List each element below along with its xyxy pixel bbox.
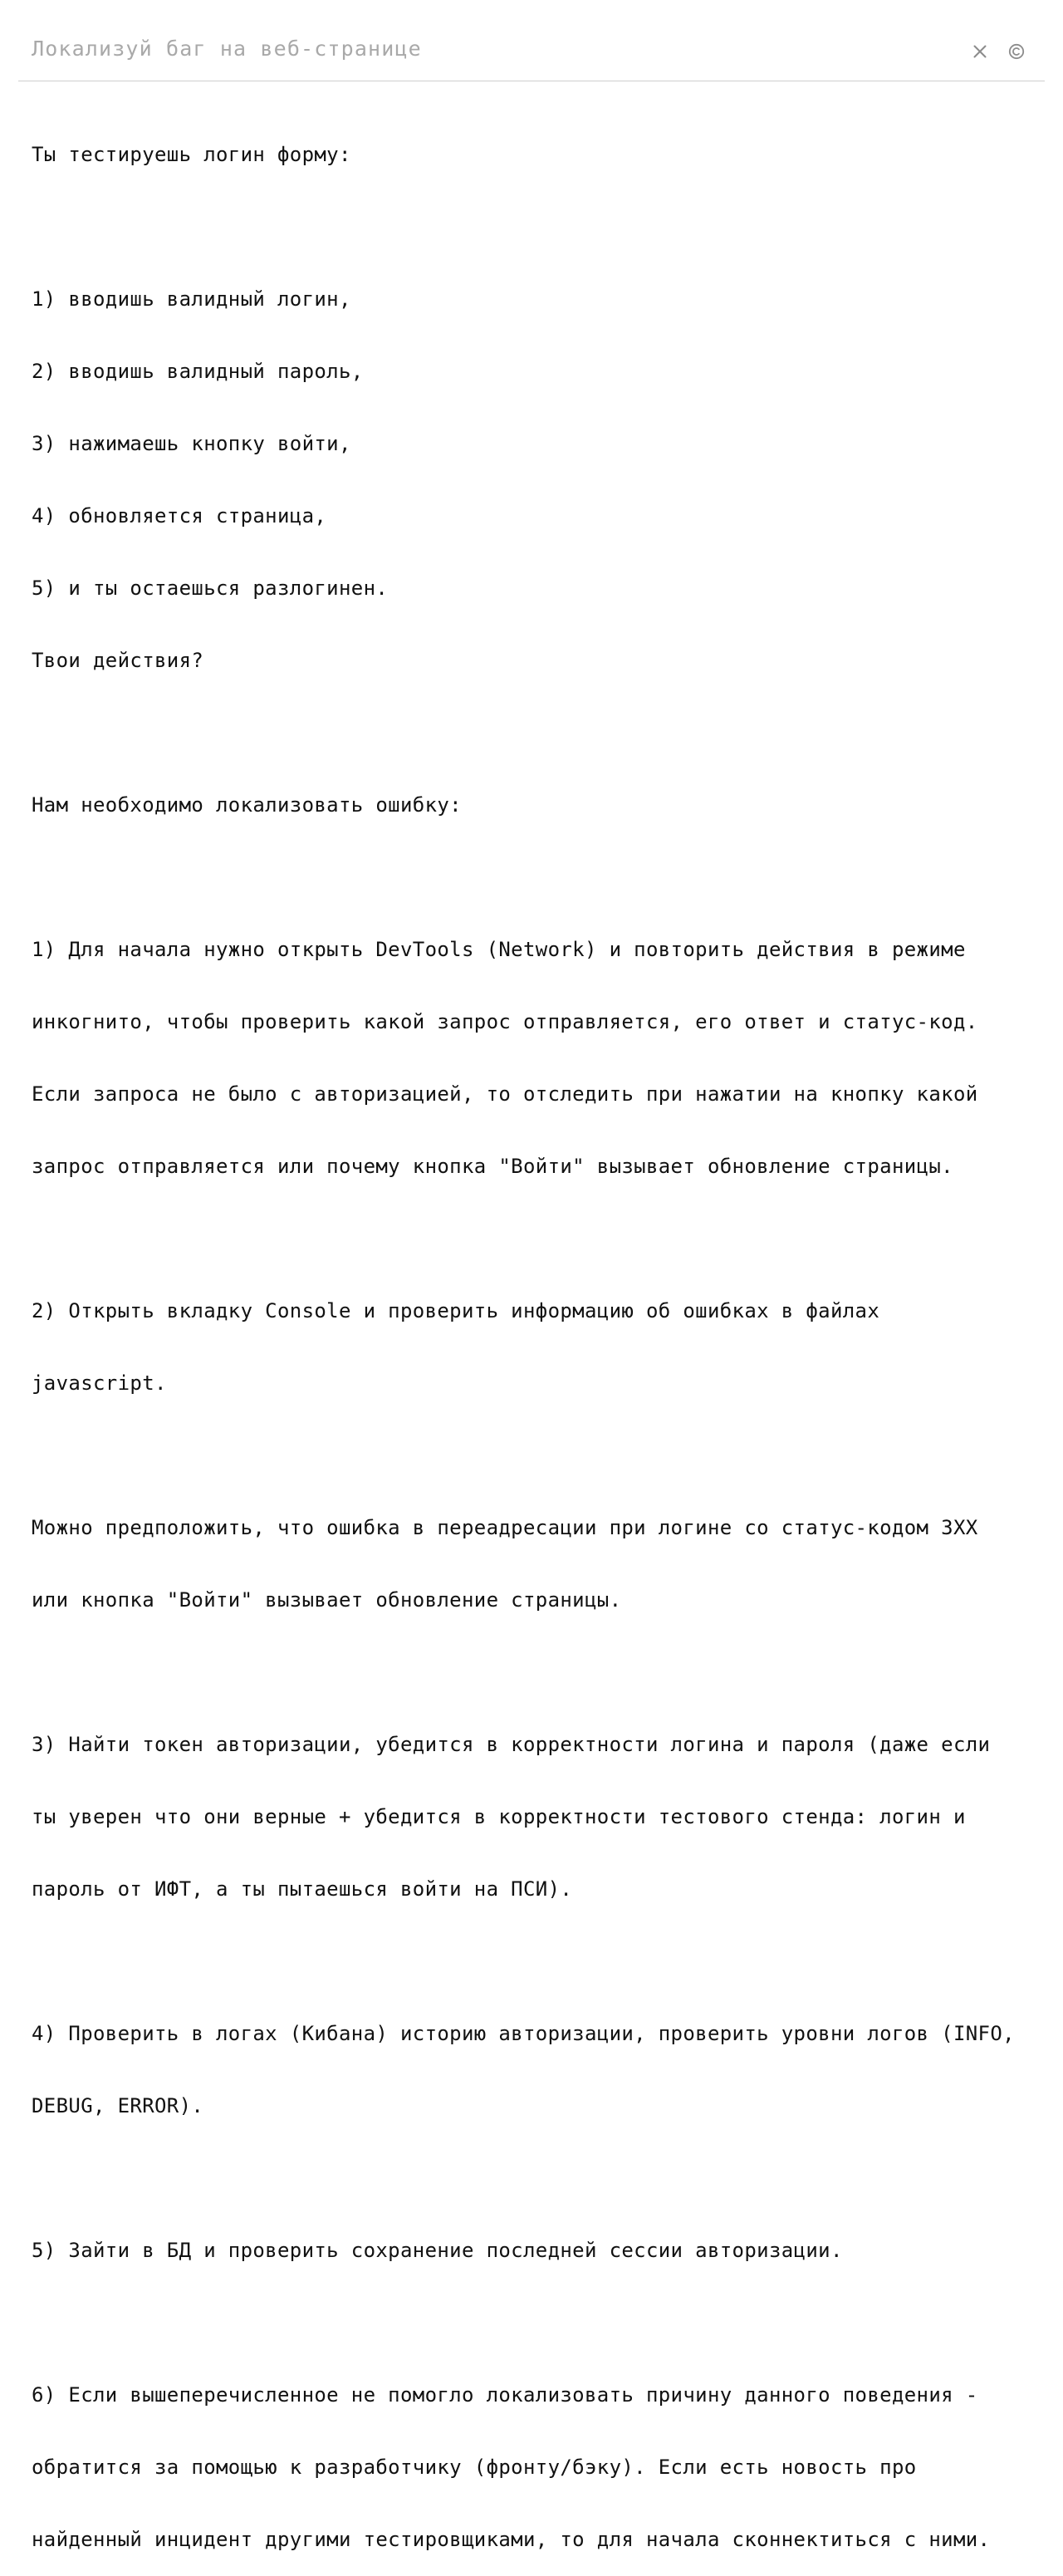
text-line: DEBUG, ERROR). [32, 2094, 204, 2117]
dialog-header [18, 0, 1045, 81]
text-line: 2) Открыть вкладку Console и проверить информацию об ошибках в файлах [32, 1299, 880, 1322]
text-line [32, 2311, 1053, 2335]
text-line: 1) Для начала нужно открыть DevTools (Network) и повторить действия в режиме [32, 938, 966, 961]
text-line: 2) вводишь валидный пароль, [32, 360, 364, 383]
answer-text [32, 95, 1053, 2576]
close-icon [973, 45, 987, 58]
text-line [32, 1661, 1053, 1685]
copyright-icon [1008, 43, 1025, 60]
text-line [32, 2166, 1053, 2191]
text-line: пароль от ИФТ, а ты пытаешься войти на ПСИ). [32, 1877, 573, 1901]
text-line: 3) нажимаешь кнопку войти, [32, 432, 351, 455]
text-line: обратится за помощью к разработчику (фронту/бэку). Если есть новость про [32, 2456, 917, 2479]
dialog-title: Локализуй баг на веб-странице [32, 37, 422, 61]
text-line: инкогнито, чтобы проверить какой запрос отправляется, его ответ и статус-код. [32, 1010, 978, 1033]
text-line [32, 215, 1053, 239]
text-line: javascript. [32, 1371, 167, 1395]
text-line [32, 1227, 1053, 1251]
text-line: 1) вводишь валидный логин, [32, 287, 351, 311]
text-line [32, 1950, 1053, 1974]
text-line: запрос отправляется или почему кнопка "Войти" вызывает обновление страницы. [32, 1155, 953, 1178]
text-line: 4) Проверить в логах (Кибана) историю авторизации, проверить уровни логов (INFO, [32, 2022, 1015, 2045]
text-line: Нам необходимо локализовать ошибку: [32, 793, 462, 817]
text-line: 6) Если вышеперечисленное не помогло локализовать причину данного поведения - [32, 2383, 978, 2407]
close-button[interactable] [968, 40, 992, 63]
text-line: найденный инцидент другими тестировщиками, то для начала сконнектиться с ними. [32, 2528, 991, 2551]
text-line: Можно предположить, что ошибка в переадресации при логине со статус-кодом 3XX [32, 1516, 978, 1539]
copyright-button[interactable] [1005, 40, 1028, 63]
text-line: Если запроса не было с авторизацией, то отследить при нажатии на кнопку какой [32, 1082, 978, 1106]
text-line: 3) Найти токен авторизации, убедится в корректности логина и пароля (даже если [32, 1733, 991, 1756]
text-line [32, 1444, 1053, 1468]
text-line: Твои действия? [32, 649, 204, 672]
text-line: 5) и ты остаешься разлогинен. [32, 577, 389, 600]
text-line: или кнопка "Войти" вызывает обновление страницы. [32, 1588, 622, 1612]
text-line [32, 866, 1053, 890]
text-line [32, 721, 1053, 745]
text-line: 5) Зайти в БД и проверить сохранение последней сессии авторизации. [32, 2239, 843, 2262]
text-line: Ты тестируешь логин форму: [32, 143, 351, 166]
text-line: 4) обновляется страница, [32, 504, 327, 527]
text-line: ты уверен что они верные + убедится в корректности тестового стенда: логин и [32, 1805, 966, 1828]
